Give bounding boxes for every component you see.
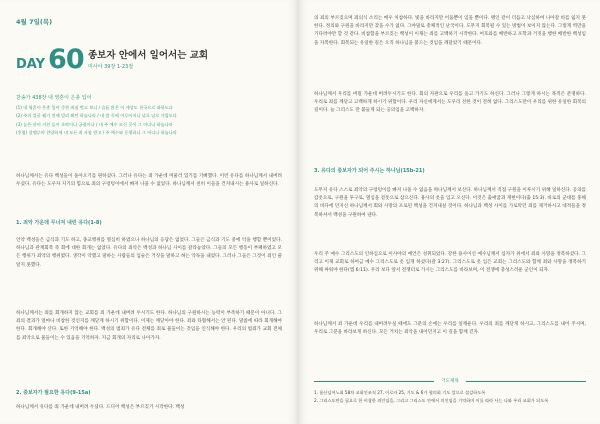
day-badge (16, 46, 84, 73)
section-heading-1: 1. 죄악 가운데 무너져 내린 유다(1-8) (16, 220, 102, 226)
page-title: 종보자 안에서 일어서는 교회 (88, 50, 209, 61)
hymn-verse: (2) 주의 얼굴 뵙기 전에 멀리 뵈던 하늘나라 / 내 맘 속에 이루어지니 날로 날로 가깝도다 (16, 113, 177, 119)
section-heading-2: 2. 중보자가 필요한 유다(9-15a) (16, 390, 91, 396)
section2-paragraph-1: 하나님께서 유다를 죄 가운데 내버려 두셨다. 드디어 백성은 부르짖기 시작한다. 백성 (16, 405, 185, 410)
section3-paragraph-1: 도무지 유다 스스로 죄악의 구렁텅이를 빠져 나올 수 없음을 하나님께서 보신다. 하나님께서 직접 구원을 이루시기 위해 일하신다. 공의를 갑옷으로, 구원을 투구로, 열심을 겉옷으로 삼으신다. 용사의 옷을 입고 오신다. 이것은 출애굽과 재현이다(출 15:3). 바로의 군대를 홍해의 바다에 던지신 하나님께서 회와 사망의 포로된 백성을 건져내실 것이다. 하나님과 백성 사이를 가로막던 죄를 제거하시고 대적들을 정복하셔서 백성을 구원하여 낸다. (314, 188, 586, 218)
section1-paragraph-2: 하나님께서는 죄를 회개하지 않는 교회를 죄 가운데 내버려 두시기도 한다. 하나님의 구원하시는 능력이 부족하기 때문이 아니다. 그 죄의 결과가 얼마나 비참한 것인지를 깨닫게 하시기 위함이다. 이제는 깨닫아야 한다. 죄와 타협해서는 안 된다. 말씀에 따라 회개해야 한다. 회개해야 산다. 또한 기억해야 한다. 백성의 범죄가 유다 전체를 죄로 물들이는 것임을 인식해야 한다. 우리의 범죄가 교회 전체를 죄악으로 물들이는 수 있음을 기억하자. 지금 회개의 자리로 나아가자. (16, 311, 282, 341)
section2-paragraph-2: 하나님께서 우리를 버릴 가운데 버려두시기도 한다. 회의 자판으로 우리를 돌고 가기도 하신다. 그러나 그렇게 하시는 목적은 분명하다. 우리로 죄를 깨닫고 고백하게 하시기 위함이다. 우리 자신에게서는 도우리 선한 것이 전혀 없다. 그리스도만이 우리를 위한 유일한 회복의 길이다. 늘 그리스도 만 붙들게 되는 응의임을 고백하자. (314, 92, 586, 114)
divider (314, 381, 434, 382)
hymn-heading: 찬송가 438장 내 영혼이 은총 입어 (16, 95, 92, 101)
prayer-notes-header (314, 378, 586, 384)
right-page (298, 0, 600, 424)
scripture-reference: 미사야 39장 1-23절 (88, 64, 134, 70)
prayer-notes (314, 378, 586, 404)
day-number: 60 (48, 44, 84, 75)
prayer-item: 1. 품산넘어노회 58차 교회인조직 27, 이로자 25, 기도 & 6가 협의회 기도 앞으로 섬감하도록 (314, 390, 486, 395)
hymn-block (16, 94, 278, 137)
divider (466, 381, 586, 382)
prayer-notes-heading: 기도제목 (441, 379, 459, 384)
section1-paragraph-1: 언약 백성들은 금식과 기도 하고, 종교행위를 열심히 하였으나 하나님의 응답은 없었다. 그들은 금식과 기도 중에 악을 행할 뿐이었다. 하나님과 관계회복 즉 회에 대한 회개는 없었다. 유다의 죄악은 백성과 하나님 사이를 갈라놓았다. 그들의 모든 행동이 부패하였고 모든 행위가 죄악의 행위였다. 생각이 악했고 말하는 사람들의 입술은 거짓을 말하고 혀는 악독을 내었다. 그러나 그들은 그것이 죄인 줄 알지 못했다. (16, 238, 282, 268)
date-label: 4월 7일(목) (16, 18, 53, 26)
left-page (0, 0, 298, 424)
hymn-verse: (3) 높은 산이 거친 들이 초막이나 궁궐이나 / 내 주 예수 모신 곳이 그 어디나 하늘나라 (16, 121, 173, 127)
prayer-item: 2. 그리스도만을 필요로 한 비참한 죄인임을, 그리고 그리스도 안에서 의인임을 기억하며 이를 따라 사는 나와 우리 교회가 되도록 (314, 397, 549, 403)
section-heading-3: 3. 유다의 중보자가 되어 주시는 하나님(15b-21) (314, 168, 425, 174)
conclusion-paragraph: 하나님께서 죄 가운데 우리를 내버려두실 때에도 그분의 손에는 우리를 일깨운다. 우리의 죄를 깨닫게 하시고, 그리스도를 내어 주시며, 우리로 그분을 바라보게 하신다. 모든 거치는 죄악을 내어던지고 이 길을 함께 걷자. (314, 322, 586, 336)
continued-paragraph: 의 죄의 부르짖으며 죄의식 소리는 매우 처참하다. 빛을 바라지만 어둠뿐이 임을 뿐이다. 맹인 같이 더듬고 낙심하여 나아갈 바를 잃지 못한다. 정의와 구원을 바라지만 찾을 수가 없다. 그야말로 총체적인 난국이다. 도무지 회복될 수 있는 방법이 보이지 않는다. 그렇게 벽만을 기다려야만 할 것 같다. 비참함을 부르짖는 백성이 이제는 죄를 고백하기 시작한다. 여호와를 배반하고 포학과 거짓을 행한 배반한 백성임을 자복한다. 회복되는 유일한 길은 오직 하나님을 붙드는 것임을 깨달았기 때문이다. (314, 16, 586, 46)
section3-paragraph-2: 우리 주 예수 그리스도의 인하심으로 이사야의 예언은 성취되었다. 강한 용사이신 예수님께서 십자가 위에서 죄와 사망을 정복하셨다. 그리고 이제 교회로 하여금 예수 그리스도로 옷 입게 하셨다(갈 3:27). 그리스도로 옷 입은 교회는 그리스도와 함께 죄와 사망을 정복하기 위해 싸워야 한다(엡 6:11). 우리 보다 앞서 전쟁터로 가시는 그리스도를 바라보며, 이 전쟁에 충성스러운 군인이 되자. (314, 252, 586, 274)
day-label: DAY (16, 57, 46, 72)
hymn-verse: (1) 내 영혼이 은총 입어 중한 죄짐 벗고 보니 / 슬픔 많은 이 세상도 천국으로 화하도다 (16, 105, 173, 110)
intro-paragraph: 하나님께서는 유다 백성들이 돌아오기를 원하셨다. 그러나 유다는 죄 가운데 머물러 있기를 기뻐했다. 이런 유다를 하나님께서 내버려 두셨다. 유다는 도우자 지기의 힘으로 죄의 구렁텅이에서 빠져 나올 수 없었다. 하나님께서 친히 이들을 건져내시는 용사로 일하신다. (16, 174, 282, 188)
hymn-verse: (후렴) 할렐루야 찬양하세 내 모든 죄 사함 받고 / 주 예수와 동행하니 그 어디나 하늘나라 (16, 129, 177, 135)
